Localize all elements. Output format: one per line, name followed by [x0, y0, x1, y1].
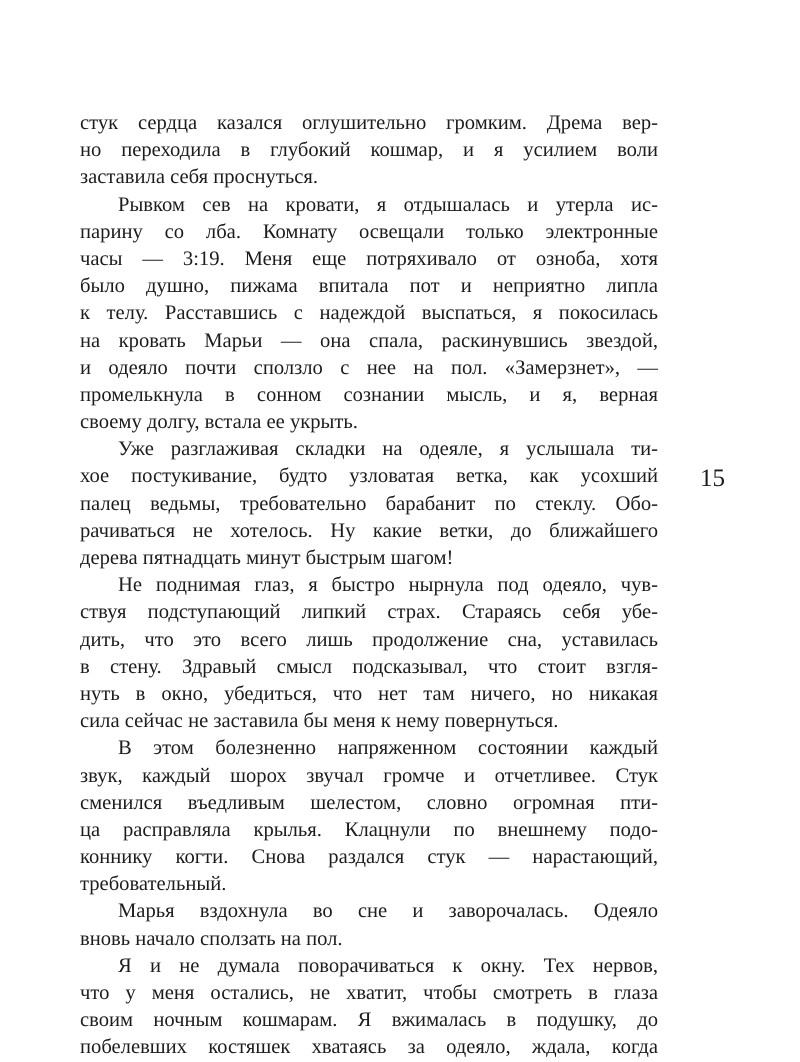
text-line: ца расправляла крылья. Клацнули по внешнему подо-: [80, 818, 658, 841]
page-body-text: [80, 110, 658, 1062]
text-line: часы — 3:19. Меня еще потряхивало от озноба, хотя: [80, 247, 658, 270]
text-line: своему долгу, встала ее укрыть.: [80, 411, 358, 434]
text-line: что у меня остались, не хватит, чтобы смотреть в глаза: [80, 982, 658, 1004]
text-line: заставила себя проснуться.: [80, 166, 318, 189]
text-line: коннику когти. Снова раздался стук — нарастающий,: [80, 846, 658, 869]
text-line: своим ночным кошмарам. Я вжималась в подушку, до: [80, 1009, 658, 1032]
text-line: к телу. Расставшись с надеждой выспаться, я покосилась: [80, 302, 658, 325]
text-line: рачиваться не хотелось. Ну какие ветки, до ближайшего: [80, 519, 658, 542]
text-line: но переходила в глубокий кошмар, и я усилием воли: [80, 139, 658, 162]
text-line: побелевших костяшек хватаясь за одеяло, ждала, когда: [80, 1036, 658, 1059]
text-line: В этом болезненно напряженном состоянии каждый: [118, 737, 658, 760]
text-line: Марья вздохнула во сне и заворочалась. Одеяло: [118, 900, 658, 923]
text-line: дерева пятнадцать минут быстрым шагом!: [80, 547, 454, 569]
text-line: промелькнула в сонном сознании мысль, и я, верная: [80, 383, 658, 406]
text-line: вновь начало сползать на пол.: [80, 927, 343, 950]
text-line: нуть в окно, убедиться, что нет там ничего, но никакая: [80, 682, 658, 705]
text-line: сила сейчас не заставила бы меня к нему повернуться.: [80, 710, 559, 733]
text-line: хое постукивание, будто узловатая ветка, как усохший: [80, 465, 658, 488]
text-line: стук сердца казался оглушительно громким. Дрема вер-: [80, 112, 658, 134]
text-line: было душно, пижама впитала пот и неприятно липла: [80, 275, 658, 298]
text-line: в стену. Здравый смысл подсказывал, что стоит взгля-: [80, 655, 658, 678]
text-line: на кровать Марьи — она спала, раскинувшись звездой,: [80, 329, 658, 352]
text-line: Рывком сев на кровати, я отдышалась и утерла ис-: [118, 193, 658, 216]
text-line: требовательный.: [80, 873, 227, 896]
text-line: дить, что это всего лишь продолжение сна, уставилась: [80, 628, 658, 651]
text-line: и одеяло почти сползло с нее на пол. «Замерзнет», —: [80, 356, 658, 379]
text-line: ствуя подступающий липкий страх. Стараясь себя убе-: [80, 601, 658, 624]
text-line: сменился въедливым шелестом, словно огромная пти-: [80, 791, 658, 814]
page-number: 15: [700, 465, 725, 492]
text-line: палец ведьмы, требовательно барабанит по стеклу. Обо-: [80, 492, 658, 515]
text-line: звук, каждый шорох звучал громче и отчетливее. Стук: [80, 764, 658, 787]
text-line: Уже разглаживая складки на одеяле, я услышала ти-: [118, 438, 658, 461]
text-line: парину со лба. Комнату освещали только электронные: [80, 220, 658, 243]
text-line: Не поднимая глаз, я быстро нырнула под одеяло, чув-: [118, 574, 658, 597]
text-line: Я и не думала поворачиваться к окну. Тех нервов,: [118, 954, 658, 977]
